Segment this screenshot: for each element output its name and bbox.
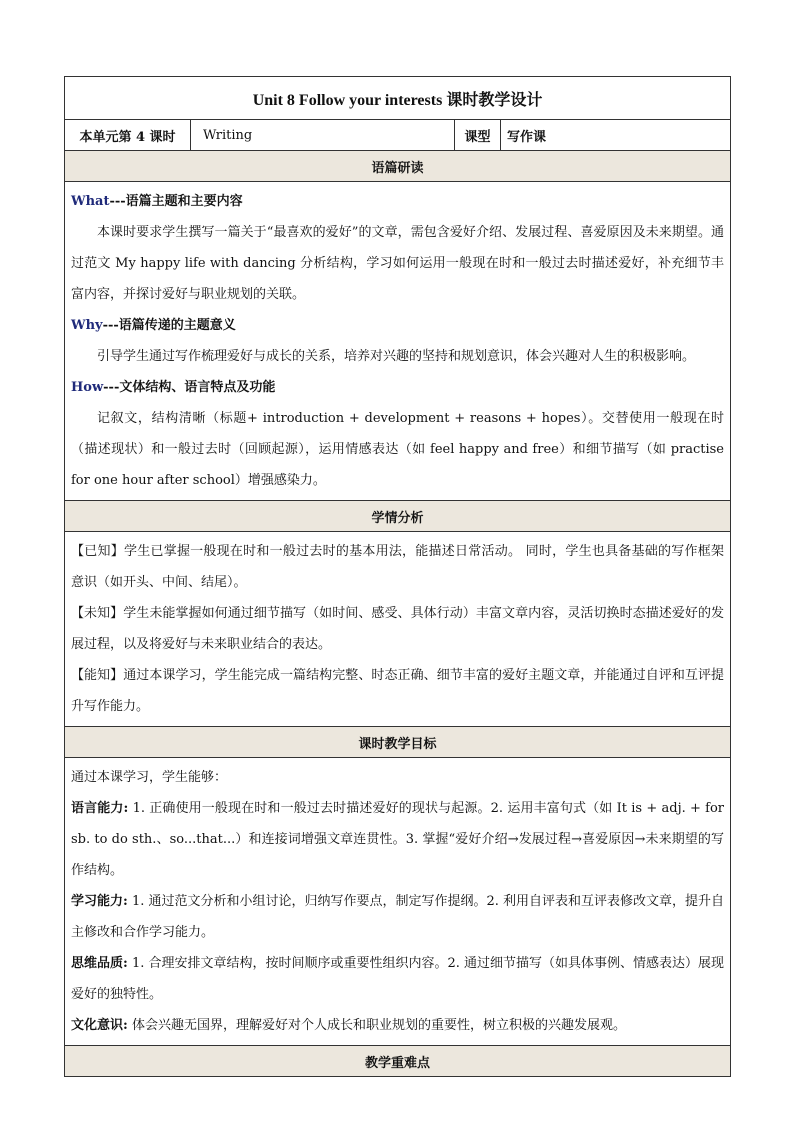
section-header-students: 学情分析 (65, 501, 731, 532)
known-text: 【已知】学生已掌握一般现在时和一般过去时的基本用法，能描述日常活动。 同时，学生也具备基础的写作框架意识（如开头、中间、结尾）。 (71, 544, 725, 590)
goal-language-text: 1. 正确使用一般现在时和一般过去时描述爱好的现状与起源。2. 运用丰富句式（如 It is + adj. + for sb. to do sth.、so...that...）和连接词增强文章连贯性。3. 掌握“爱好介绍→发展过程→喜爱原因→未来期望的写作结构。 (71, 801, 725, 878)
document-title: Unit 8 Follow your interests 课时教学设计 (65, 77, 731, 120)
able-text: 【能知】通过本课学习，学生能完成一篇结构完整、时态正确、细节丰富的爱好主题文章，并能通过自评和互评提升写作能力。 (71, 668, 725, 714)
goal-thinking-label: 思维品质: (71, 956, 128, 971)
goal-language-label: 语言能力: (71, 801, 129, 816)
why-keyword: Why (71, 318, 103, 333)
why-heading (71, 310, 724, 341)
lesson-label: 本单元第 4 课时 (65, 120, 191, 151)
goal-learning (71, 886, 724, 948)
goal-culture (71, 1010, 724, 1041)
what-heading (71, 186, 724, 217)
meta-row (65, 120, 731, 151)
how-keyword: How (71, 380, 104, 395)
section-header-reading: 语篇研读 (65, 151, 731, 182)
unknown-text: 【未知】学生未能掌握如何通过细节描写（如时间、感受、具体行动）丰富文章内容，灵活切换时态描述爱好的发展过程，以及将爱好与未来职业结合的表达。 (71, 606, 725, 652)
goals-content (65, 758, 731, 1046)
how-text: 记叙文，结构清晰（标题+ introduction + development + reasons + hopes）。交替使用一般现在时（描述现状）和一般过去时（回顾起源），运用情感表达（如 feel happy and free）和细节描写（如 practise for one hour after school）增强感染力。 (71, 411, 725, 488)
lesson-value: Writing (191, 120, 455, 151)
section-header-key-points: 教学重难点 (65, 1046, 731, 1077)
goal-language (71, 793, 724, 886)
goal-culture-label: 文化意识: (71, 1018, 128, 1033)
students-content (65, 532, 731, 727)
type-value: 写作课 (501, 120, 731, 151)
section-header-goals: 课时教学目标 (65, 727, 731, 758)
goal-thinking-text: 1. 合理安排文章结构，按时间顺序或重要性组织内容。2. 通过细节描写（如具体事例、情感表达）展现爱好的独特性。 (71, 956, 725, 1002)
how-heading (71, 372, 724, 403)
how-subtitle: ---文体结构、语言特点及功能 (103, 380, 276, 395)
lesson-plan-table (64, 76, 731, 1077)
goal-learning-text: 1. 通过范文分析和小组讨论，归纳写作要点，制定写作提纲。2. 利用自评表和互评表修改文章，提升自主修改和合作学习能力。 (71, 894, 725, 940)
goals-intro: 通过本课学习，学生能够： (71, 770, 228, 785)
why-text: 引导学生通过写作梳理爱好与成长的关系，培养对兴趣的坚持和规划意识，体会兴趣对人生的积极影响。 (97, 349, 696, 364)
goal-culture-text: 体会兴趣无国界，理解爱好对个人成长和职业规划的重要性，树立积极的兴趣发展观。 (127, 1018, 626, 1033)
goal-learning-label: 学习能力: (71, 894, 128, 909)
reading-content (65, 182, 731, 501)
what-text: 本课时要求学生撰写一篇关于“最喜欢的爱好”的文章，需包含爱好介绍、发展过程、喜爱原因及未来期望。通过范文 My happy life with dancing 分析结构，学习如何运用一般现在时和一般过去时描述爱好，补充细节丰富内容，并探讨爱好与职业规划的关联。 (71, 225, 725, 302)
what-keyword: What (71, 194, 110, 209)
goal-thinking (71, 948, 724, 1010)
why-subtitle: ---语篇传递的主题意义 (102, 318, 236, 333)
type-label: 课型 (455, 120, 501, 151)
what-subtitle: ---语篇主题和主要内容 (109, 194, 243, 209)
